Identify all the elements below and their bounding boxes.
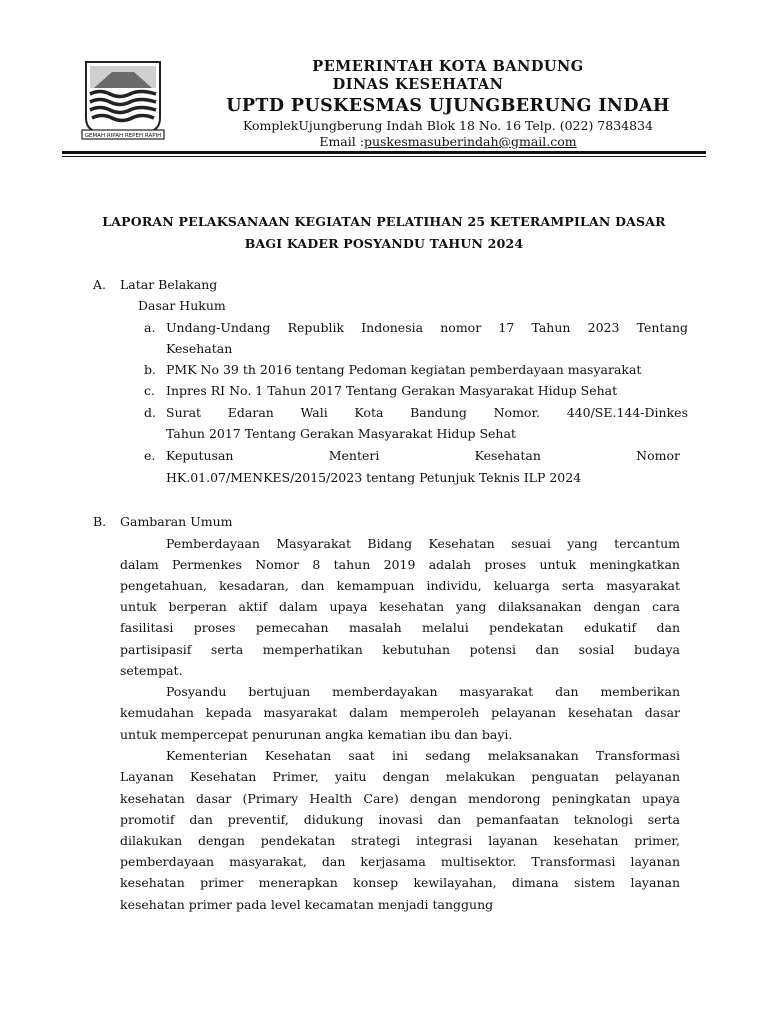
section-b-marker: B.	[93, 514, 107, 529]
paragraph-3-line-3: kesehatan dasar (Primary Health Care) dengan mendorong peningkatan upaya	[120, 791, 680, 806]
paragraph-3-line-2: Layanan Kesehatan Primer, yaitu dengan melakukan penguatan pelayanan	[120, 769, 680, 784]
paragraph-3-line-7: kesehatan primer menerapkan konsep kewilayahan, dimana sistem layanan	[120, 875, 680, 890]
list-marker-a: a.	[144, 320, 156, 335]
email-label: Email :	[319, 134, 364, 149]
department-name: DINAS KESEHATAN	[332, 76, 504, 93]
paragraph-1-line-2: dalam Permenkes Nomor 8 tahun 2019 adalah proses untuk meningkatkan	[120, 557, 680, 572]
paragraph-3-line-6: pemberdayaan masyarakat, dan kerjasama multisektor. Transformasi layanan	[120, 854, 680, 869]
list-marker-e: e.	[144, 448, 156, 463]
institution-name: UPTD PUSKESMAS UJUNGBERUNG INDAH	[226, 96, 670, 116]
letterhead-divider	[62, 151, 706, 154]
section-a-heading: Latar Belakang	[120, 277, 218, 292]
paragraph-1-line-1: Pemberdayaan Masyarakat Bidang Kesehatan sesuai yang tercantum	[166, 536, 680, 551]
list-item-d-line-2: Tahun 2017 Tentang Gerakan Masyarakat Hidup Sehat	[166, 426, 516, 441]
title-line-2: BAGI KADER POSYANDU TAHUN 2024	[244, 236, 524, 251]
list-item-a-line-2: Kesehatan	[166, 341, 233, 356]
document-title	[80, 211, 688, 255]
section-a-subheading: Dasar Hukum	[138, 298, 226, 313]
list-marker-b: b.	[144, 362, 156, 377]
list-item-e-line-1: Keputusan Menteri Kesehatan Nomor	[166, 448, 680, 463]
list-marker-d: d.	[144, 405, 156, 420]
paragraph-2-line-3: untuk mempercepat penurunan angka kematian ibu dan bayi.	[120, 727, 513, 742]
paragraph-1-line-6: partisipasif serta memperhatikan kebutuhan potensi dan sosial budaya	[120, 642, 680, 657]
paragraph-1-line-5: fasilitasi proses pemecahan masalah melalui pendekatan edukatif dan	[120, 620, 680, 635]
paragraph-3-line-5: dilakukan dengan pendekatan strategi integrasi layanan kesehatan primer,	[120, 833, 680, 848]
email-line	[178, 134, 718, 150]
list-marker-c: c.	[144, 383, 155, 398]
letterhead	[178, 58, 718, 150]
paragraph-3-line-4: promotif dan preventif, didukung inovasi dan pemanfaatan teknologi serta	[120, 812, 680, 827]
paragraph-3-line-8: kesehatan primer pada level kecamatan menjadi tanggung	[120, 897, 494, 912]
title-line-1: LAPORAN PELAKSANAAN KEGIATAN PELATIHAN 25 KETERAMPILAN DASAR	[102, 214, 666, 229]
list-item-a-line-1: Undang-Undang Republik Indonesia nomor 17 Tahun 2023 Tentang	[166, 320, 688, 335]
email-link[interactable]: puskesmasuberindah@gmail.com	[363, 134, 577, 149]
paragraph-1-line-7: setempat.	[120, 663, 183, 678]
list-item-b-line-1: PMK No 39 th 2016 tentang Pedoman kegiatan pemberdayaan masyarakat	[166, 362, 642, 377]
address: KomplekUjungberung Indah Blok 18 No. 16 Telp. (022) 7834834	[243, 118, 653, 133]
letterhead-divider-thin	[62, 156, 706, 157]
paragraph-2-line-1: Posyandu bertujuan memberdayakan masyarakat dan memberikan	[166, 684, 680, 699]
list-item-c-line-1: Inpres RI No. 1 Tahun 2017 Tentang Gerakan Masyarakat Hidup Sehat	[166, 383, 618, 398]
paragraph-2-line-2: kemudahan kepada masyarakat dalam memperoleh pelayanan kesehatan dasar	[120, 705, 680, 720]
paragraph-1-line-4: untuk berperan aktif dalam upaya kesehatan yang dilaksanakan dengan cara	[120, 599, 680, 614]
logo-motto: GEMAH RIPAH REPEH RAPIH	[84, 133, 162, 139]
section-a-marker: A.	[93, 277, 107, 292]
government-name: PEMERINTAH KOTA BANDUNG	[312, 58, 584, 75]
paragraph-3-line-1: Kementerian Kesehatan saat ini sedang melaksanakan Transformasi	[166, 748, 680, 763]
section-b-heading: Gambaran Umum	[120, 514, 233, 529]
city-emblem-logo	[78, 58, 168, 142]
list-item-d-line-1: Surat Edaran Wali Kota Bandung Nomor. 440/SE.144-Dinkes	[166, 405, 688, 420]
paragraph-1-line-3: pengetahuan, kesadaran, dan kemampuan individu, keluarga serta masyarakat	[120, 578, 680, 593]
list-item-e-line-2: HK.01.07/MENKES/2015/2023 tentang Petunjuk Teknis ILP 2024	[166, 470, 582, 485]
